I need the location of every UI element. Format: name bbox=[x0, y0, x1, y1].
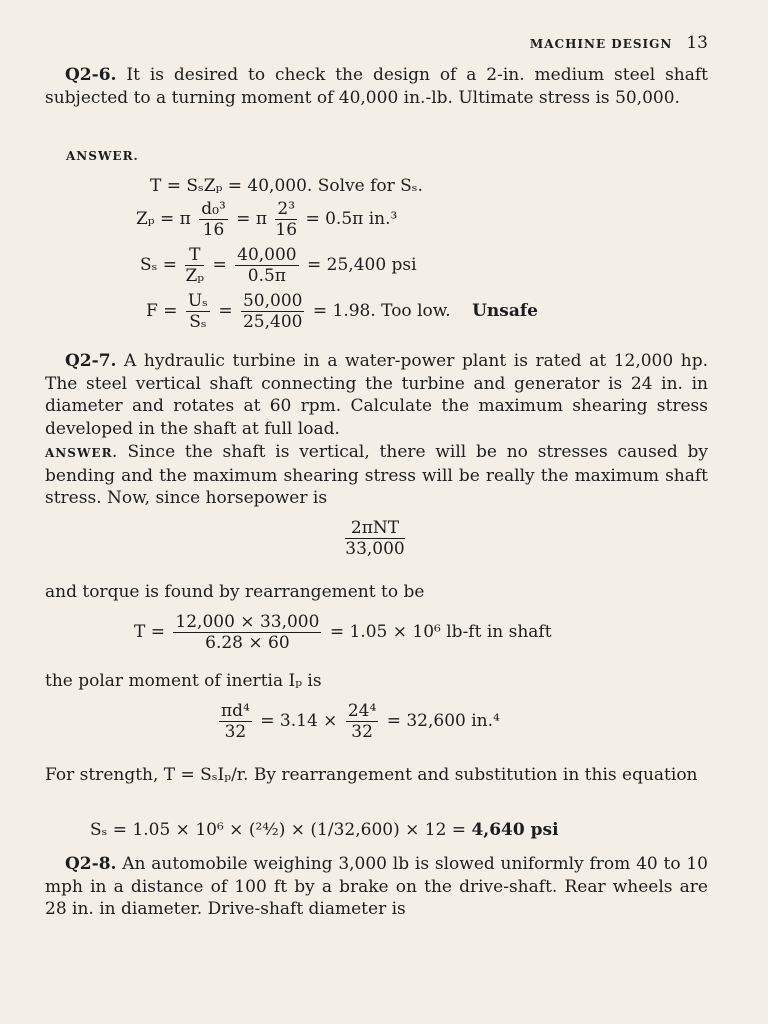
answer-label: ANSWER. bbox=[66, 149, 139, 163]
page-number: 13 bbox=[686, 33, 708, 53]
answer-label: ANSWER. bbox=[45, 446, 118, 460]
equation-zp: Zₚ = π $\frac{\text{d₀³}}{16}$ = π $\frac{\text{2³}}{16}$ = 0.5π in.³ bbox=[136, 199, 398, 240]
question-number: Q2-6. bbox=[65, 65, 117, 85]
question-number: Q2-8. bbox=[65, 854, 117, 874]
running-header bbox=[530, 33, 708, 53]
question-q2-7 bbox=[45, 350, 708, 440]
equation-polar-moment: $\frac{\text{πd⁴}}{32}$ = 3.14 × $\frac{\text{24⁴}}{32}$ = 32,600 in.⁴ bbox=[221, 701, 500, 742]
torque-text: and torque is found by rearrangement to be bbox=[45, 582, 425, 602]
equation-torque-value: T = $\frac{12,000 \times 33,000}{6.28 \times 60}$ = 1.05 × 10⁶ lb-ft in shaft bbox=[134, 612, 552, 653]
question-number: Q2-7. bbox=[65, 351, 117, 371]
question-text: It is desired to check the design of a 2-in. medium steel shaft subjected to a turning moment of 40,000 in.-lb. Ultimate stress is 50,000. bbox=[45, 65, 708, 108]
polar-text: the polar moment of inertia Iₚ is bbox=[45, 671, 322, 691]
answer-q2-7 bbox=[45, 441, 708, 510]
question-q2-8 bbox=[45, 853, 708, 921]
equation-shear-stress: Sₛ = 1.05 × 10⁶ × (²⁴⁄₂) × (1/32,600) × 12 = 4,640 psi bbox=[90, 820, 559, 840]
equation-ss: Sₛ = $\frac{T}{\text{Zₚ}}$ = $\frac{40,000}{0.5\pi}$ = 25,400 psi bbox=[140, 245, 417, 286]
result: 4,640 psi bbox=[471, 820, 559, 840]
question-text: A hydraulic turbine in a water-power plant is rated at 12,000 hp. The steel vertical shaft connecting the turbine and generator is 24 in. in diameter and rotates at 60 rpm. Calculate the maximum shearing stress developed in the shaft at full load. bbox=[45, 351, 709, 439]
strength-text: For strength, T = SₛIₚ/r. By rearrangement and substitution in this equation bbox=[45, 765, 698, 785]
verdict: Unsafe bbox=[472, 301, 538, 321]
question-text: An automobile weighing 3,000 lb is slowed uniformly from 40 to 10 mph in a distance of 100 ft by a brake on the drive-shaft. Rear wheels are 28 in. in diameter. Drive-shaft diameter is bbox=[45, 854, 708, 920]
equation-horsepower: $\frac{\text{2πNT}}{33,000}$ bbox=[345, 518, 405, 559]
question-q2-6 bbox=[45, 64, 708, 109]
header-title: MACHINE DESIGN bbox=[529, 37, 673, 51]
equation-factor: F = $\frac{\text{Uₛ}}{\text{Sₛ}}$ = $\frac{50,000}{25,400}$ = 1.98. Too low. Unsafe bbox=[146, 291, 538, 332]
equation-torque: T = SₛZₚ = 40,000. Solve for Sₛ. bbox=[150, 176, 423, 196]
answer-text: Since the shaft is vertical, there will be no stresses caused by bending and the maximum shearing stress will be really the maximum shaft stress. Now, since horsepower is bbox=[45, 442, 709, 509]
